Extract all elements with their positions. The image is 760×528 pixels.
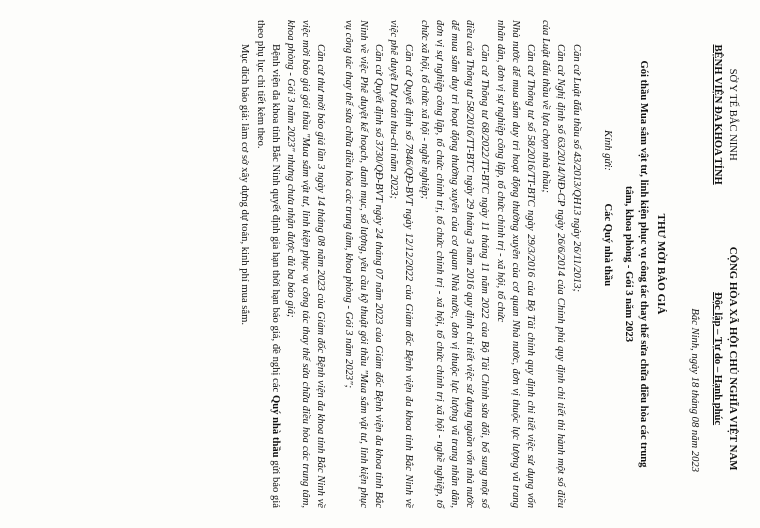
- document-subtitle: Gói thầu Mua sắm vật tư, linh kiện phục vụ công tác thay thế sửa chữa điều hòa các trung tâm, khoa phòng - Gói 3 năm 2023: [622, 60, 650, 468]
- request-text-bold: Quý nhà thầu: [269, 394, 281, 458]
- hospital-name: BỆNH VIỆN ĐA KHOA TỈNH: [711, 44, 723, 185]
- request-text-start: Bệnh viện đa khoa tỉnh Bắc Ninh quyết định gia hạn thời hạn báo giá, đề nghị các: [269, 44, 281, 395]
- recipient-line: [600, 20, 615, 508]
- document-body: [237, 20, 583, 508]
- legal-basis-paragraph: Căn cứ Nghị định số 63/2014/NĐ-CP ngày 26/6/2014 của Chính phủ quy định chi tiết thi hành một số điều của Luật đấu thầu về lựa chọn nhà thầu;: [540, 20, 567, 508]
- recipient-value: Các Quý nhà thầu: [601, 203, 613, 287]
- legal-basis-paragraph: Căn cứ thư mời báo giá lần 3 ngày 14 tháng 08 năm 2023 của Giám đốc Bệnh viện đa khoa tỉnh Bắc Ninh về việc mời báo giá gói thầu "Mua sắm vật tư, linh kiện phục vụ công tác thay thế sửa chữa điều hòa các trung tâm, khoa phòng - Gói 3 năm 2023" nhưng chưa nhận được đủ ba báo giá;: [284, 20, 327, 508]
- request-text-end: gửi báo giá theo phụ lục chi tiết kèm theo.: [254, 20, 281, 508]
- document-date: Bắc Ninh, ngày 18 tháng 08 năm 2023: [688, 308, 700, 472]
- national-heading: [710, 209, 740, 508]
- issuer-block: [710, 20, 740, 209]
- legal-basis-paragraph: Căn cứ Thông tư 68/2022/TT-BTC ngày 11 tháng 11 năm 2022 của Bộ Tài Chính sửa đổi, bổ sung một số điều của Thông tư 58/2016/TT-BTC ngày 29 tháng 3 năm 2016 quy định chi tiết việc sử dụng nguồn vốn nhà nước để mua sắm duy trì hoạt động thường xuyên của cơ quan Nhà nước, đơn vị thuộc lực lượng vũ trang nhân dân, đơn vị sự nghiệp công lập, tổ chức chính trị, tổ chức chính trị - xã hội, tổ chức chính trị xã hội - nghề nghiệp, tổ chức xã hội, tổ chức xã hội - nghề nghiệp;: [418, 20, 491, 508]
- legal-basis-paragraph: Căn cứ Quyết định số 3730/QĐ-BVT ngày 24 tháng 07 năm 2023 của Giám đốc Bệnh viện đa khoa tỉnh Bắc Ninh về việc Phê duyệt kế hoạch, danh mục, số lượng, yêu cầu kỹ thuật gói thầu "Mua sắm vật tư, linh kiện phục vụ công tác thay thế sửa chữa điều hòa các trung tâm, khoa phòng - Gói 3 năm 2023";: [342, 20, 384, 508]
- department-name: SỞ Y TẾ BẮC NINH: [727, 68, 738, 161]
- national-motto: Độc lập – Tự do – Hạnh phúc: [711, 292, 723, 426]
- recipient-label: Kính gửi:: [601, 130, 613, 171]
- purpose-paragraph: Mục đích báo giá: làm cơ sở xây dựng dự toán, kinh phí mua sắm.: [239, 44, 251, 326]
- document-title: THƯ MỜI BÁO GIÁ: [655, 213, 668, 315]
- request-paragraph: [252, 20, 282, 508]
- legal-basis-paragraph: Căn cứ Luật đấu thầu số 43/2013/QH13 ngày 26/11/2013;: [570, 44, 582, 293]
- legal-basis-paragraph: Căn cứ Quyết định số 7846/QĐ-BVT ngày 12/12/2022 của Giám đốc Bệnh viện đa khoa tỉnh Bắc Ninh về việc phê duyệt Dự toán thu-chi năm 2023;: [388, 20, 415, 508]
- document-header: [710, 20, 740, 508]
- nation-name: CỘNG HÒA XÃ HỘI CHỦ NGHĨA VIỆT NAM: [727, 246, 739, 471]
- legal-basis-paragraph: Căn cứ Thông tư số 58/2016/TT-BTC ngày 29/3/2016 của Bộ Tài chính quy định chi tiết việc sử dụng vốn Nhà nước để mua sắm duy trì hoạt động thường xuyên của cơ quan Nhà nước, đơn vị thuộc lực lượng vũ trang nhân dân, đơn vị sự nghiệp công lập, tổ chức chính trị - xã hội, tổ chức: [494, 20, 536, 508]
